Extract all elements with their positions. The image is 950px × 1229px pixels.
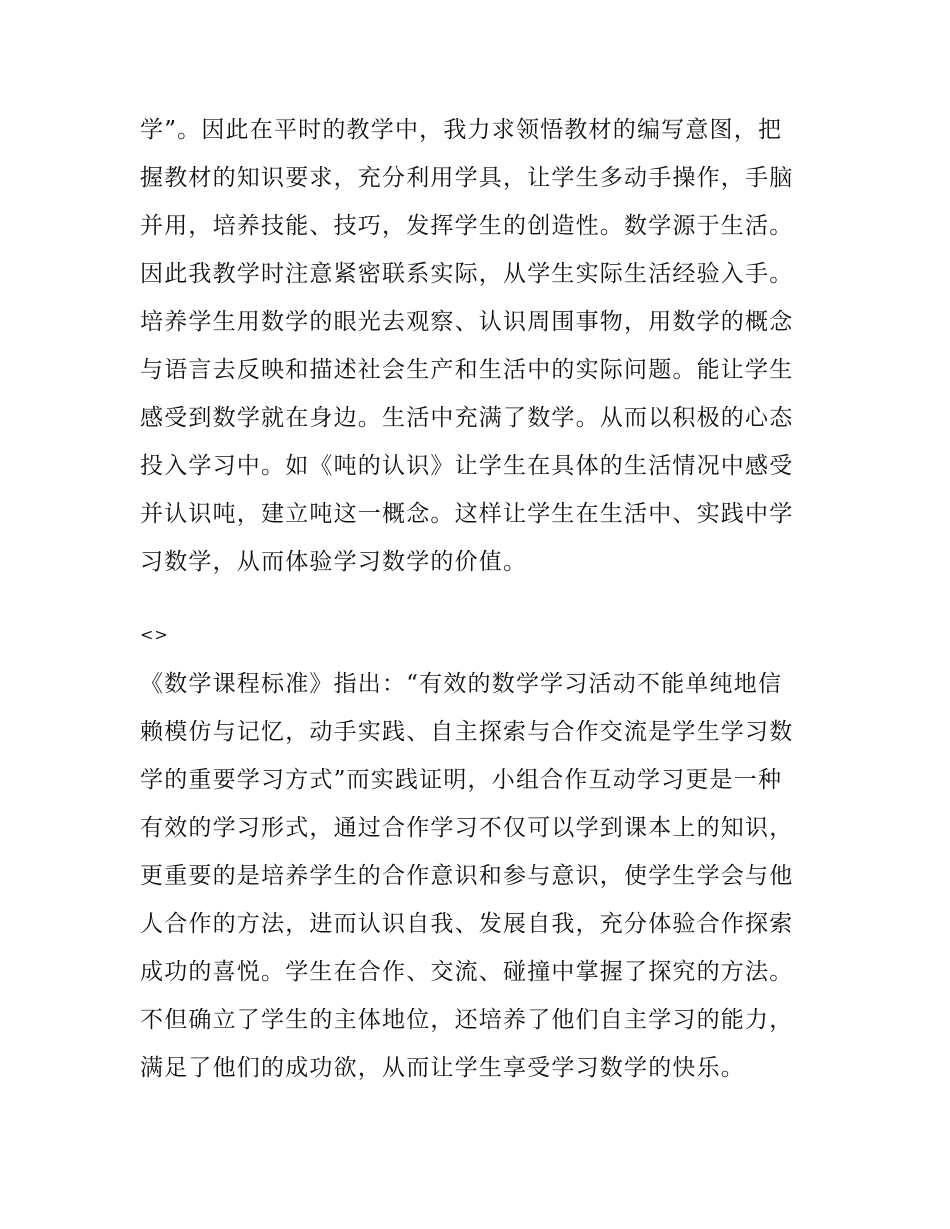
paragraph-line: 学的重要学习方式”而实践证明，小组合作互动学习更是一种 [140,767,783,793]
paragraph-1 [140,106,820,586]
section-separator [140,617,820,649]
paragraph-line: 成功的喜悦。学生在合作、交流、碰撞中掌握了探究的方法。 [140,959,794,985]
paragraph-line: 投入学习中。如《吨的认识》让学生在具体的生活情况中感受 [140,453,794,479]
paragraph-line: 有效的学习形式，通过合作学习不仅可以学到课本上的知识， [140,815,794,841]
paragraph-line: 习数学，从而体验学习数学的价值。 [140,549,528,575]
separator-marker: <> [140,625,169,644]
paragraph-line: 人合作的方法，进而认识自我、发展自我，充分体验合作探索 [140,911,794,937]
paragraph-2 [140,660,820,1092]
paragraph-line: 并认识吨，建立吨这一概念。这样让学生在生活中、实践中学 [140,501,794,527]
paragraph-line: 《数学课程标准》指出：“有效的数学学习活动不能单纯地信 [140,671,783,697]
paragraph-line: 满足了他们的成功欲，从而让学生享受学习数学的快乐。 [140,1055,745,1081]
paragraph-line: 并用，培养技能、技巧，发挥学生的创造性。数学源于生活。 [140,213,794,239]
paragraph-line: 因此我教学时注意紧密联系实际，从学生实际生活经验入手。 [140,261,794,287]
paragraph-line: 不但确立了学生的主体地位，还培养了他们自主学习的能力， [140,1007,794,1033]
paragraph-line: 学”。因此在平时的教学中，我力求领悟教材的编写意图，把 [140,117,783,143]
paragraph-line: 感受到数学就在身边。生活中充满了数学。从而以积极的心态 [140,405,794,431]
paragraph-line: 更重要的是培养学生的合作意识和参与意识，使学生学会与他 [140,863,794,889]
paragraph-line: 培养学生用数学的眼光去观察、认识周围事物，用数学的概念 [140,309,794,335]
paragraph-line: 赖模仿与记忆，动手实践、自主探索与合作交流是学生学习数 [140,719,794,745]
paragraph-line: 握教材的知识要求，充分利用学具，让学生多动手操作，手脑 [140,165,794,191]
paragraph-line: 与语言去反映和描述社会生产和生活中的实际问题。能让学生 [140,357,794,383]
